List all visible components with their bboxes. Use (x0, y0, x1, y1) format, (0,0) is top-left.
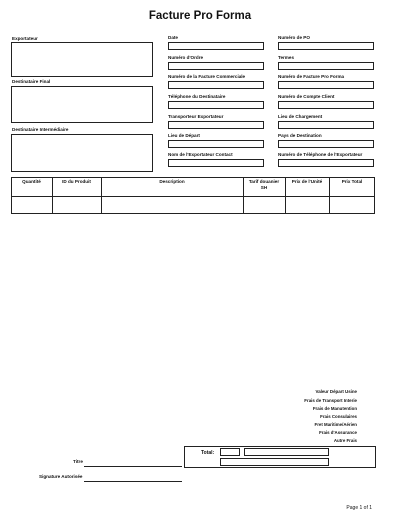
total-words-field[interactable] (220, 458, 329, 466)
numero-facture-commerciale-field[interactable] (168, 81, 264, 89)
column-header-quantite: Quantité (22, 179, 41, 184)
lieu-chargement-label: Lieu de Chargement (278, 114, 323, 119)
numero-facture-pro-forma-label: Numéro de Facture Pro Forma (278, 74, 345, 79)
total-label: Total: (201, 450, 215, 456)
valeur-depart-usine-label: Valeur Départ Usine (315, 389, 357, 394)
total-amount-field[interactable] (244, 448, 329, 456)
table-cell-quantite[interactable] (11, 196, 52, 214)
total-currency-field[interactable] (220, 448, 240, 456)
table-cell-description[interactable] (101, 196, 243, 214)
column-header-prix-total: Prix Total (341, 179, 363, 184)
frais-transport-label: Frais de Transport Interie (304, 398, 357, 403)
column-header-id-produit: ID du Produit (62, 179, 91, 184)
exportateur-field[interactable] (11, 42, 153, 77)
nom-exportateur-contact-field[interactable] (168, 159, 264, 167)
date-label: Date (168, 35, 178, 40)
pays-destination-field[interactable] (278, 140, 374, 148)
signature-label: Signature Autorisée (39, 474, 83, 479)
termes-field[interactable] (278, 62, 374, 70)
lieu-depart-field[interactable] (168, 140, 264, 148)
numero-compte-client-field[interactable] (278, 101, 374, 109)
lieu-chargement-field[interactable] (278, 121, 374, 129)
termes-label: Termes (278, 55, 295, 60)
numero-compte-client-label: Numéro de Compte Client (278, 94, 335, 99)
page-title: Facture Pro Forma (148, 10, 252, 22)
numero-facture-commerciale-label: Numéro de la Facture Commerciale (168, 74, 246, 79)
pays-destination-label: Pays de Destination (278, 133, 322, 138)
column-header-description: Description (159, 179, 185, 184)
autre-frais-label: Autre Frais (333, 438, 357, 443)
destinataire-intermediaire-label: Destinataire Intermédiaire (12, 127, 69, 132)
numero-ordre-field[interactable] (168, 62, 264, 70)
destinataire-final-label: Destinataire Final (12, 79, 51, 84)
numero-facture-pro-forma-field[interactable] (278, 81, 374, 89)
numero-ordre-label: Numéro d'Ordre (168, 55, 204, 60)
fret-maritime-aerien-label: Fret Maritime/Aérien (314, 422, 357, 427)
numero-po-label: Numéro de PO (278, 35, 310, 40)
table-cell-id-produit[interactable] (52, 196, 101, 214)
telephone-exportateur-label: Numéro de Téléphone de l'Exportateur (278, 152, 363, 157)
table-cell-prix-unite[interactable] (285, 196, 329, 214)
signature-line[interactable] (84, 481, 182, 482)
telephone-destinataire-field[interactable] (168, 101, 264, 109)
frais-manutention-label: Frais de Manutention (312, 406, 357, 411)
column-header-tarif-douanier: Tarif douanier SH (248, 179, 280, 190)
telephone-exportateur-field[interactable] (278, 159, 374, 167)
titre-line[interactable] (84, 466, 182, 467)
telephone-destinataire-label: Téléphone du Destinataire (168, 94, 226, 99)
frais-assurance-label: Frais d'Assurance (319, 430, 357, 435)
exportateur-label: Exportateur (12, 36, 38, 41)
destinataire-intermediaire-field[interactable] (11, 134, 153, 172)
numero-po-field[interactable] (278, 42, 374, 50)
destinataire-final-field[interactable] (11, 86, 153, 123)
frais-consulaires-label: Frais Consulaires (320, 414, 357, 419)
table-cell-prix-total[interactable] (329, 196, 375, 214)
nom-exportateur-contact-label: Nom de l'Exportateur Contact (168, 152, 233, 157)
lieu-depart-label: Lieu de Départ (168, 133, 200, 138)
page-number: Page 1 of 1 (346, 505, 372, 511)
transporteur-exportateur-label: Transporteur Exportateur (168, 114, 224, 119)
titre-label: Titre (73, 459, 83, 464)
column-header-prix-unite: Prix de l'Unité (291, 179, 323, 184)
date-field[interactable] (168, 42, 264, 50)
transporteur-exportateur-field[interactable] (168, 121, 264, 129)
table-cell-tarif-douanier[interactable] (243, 196, 285, 214)
